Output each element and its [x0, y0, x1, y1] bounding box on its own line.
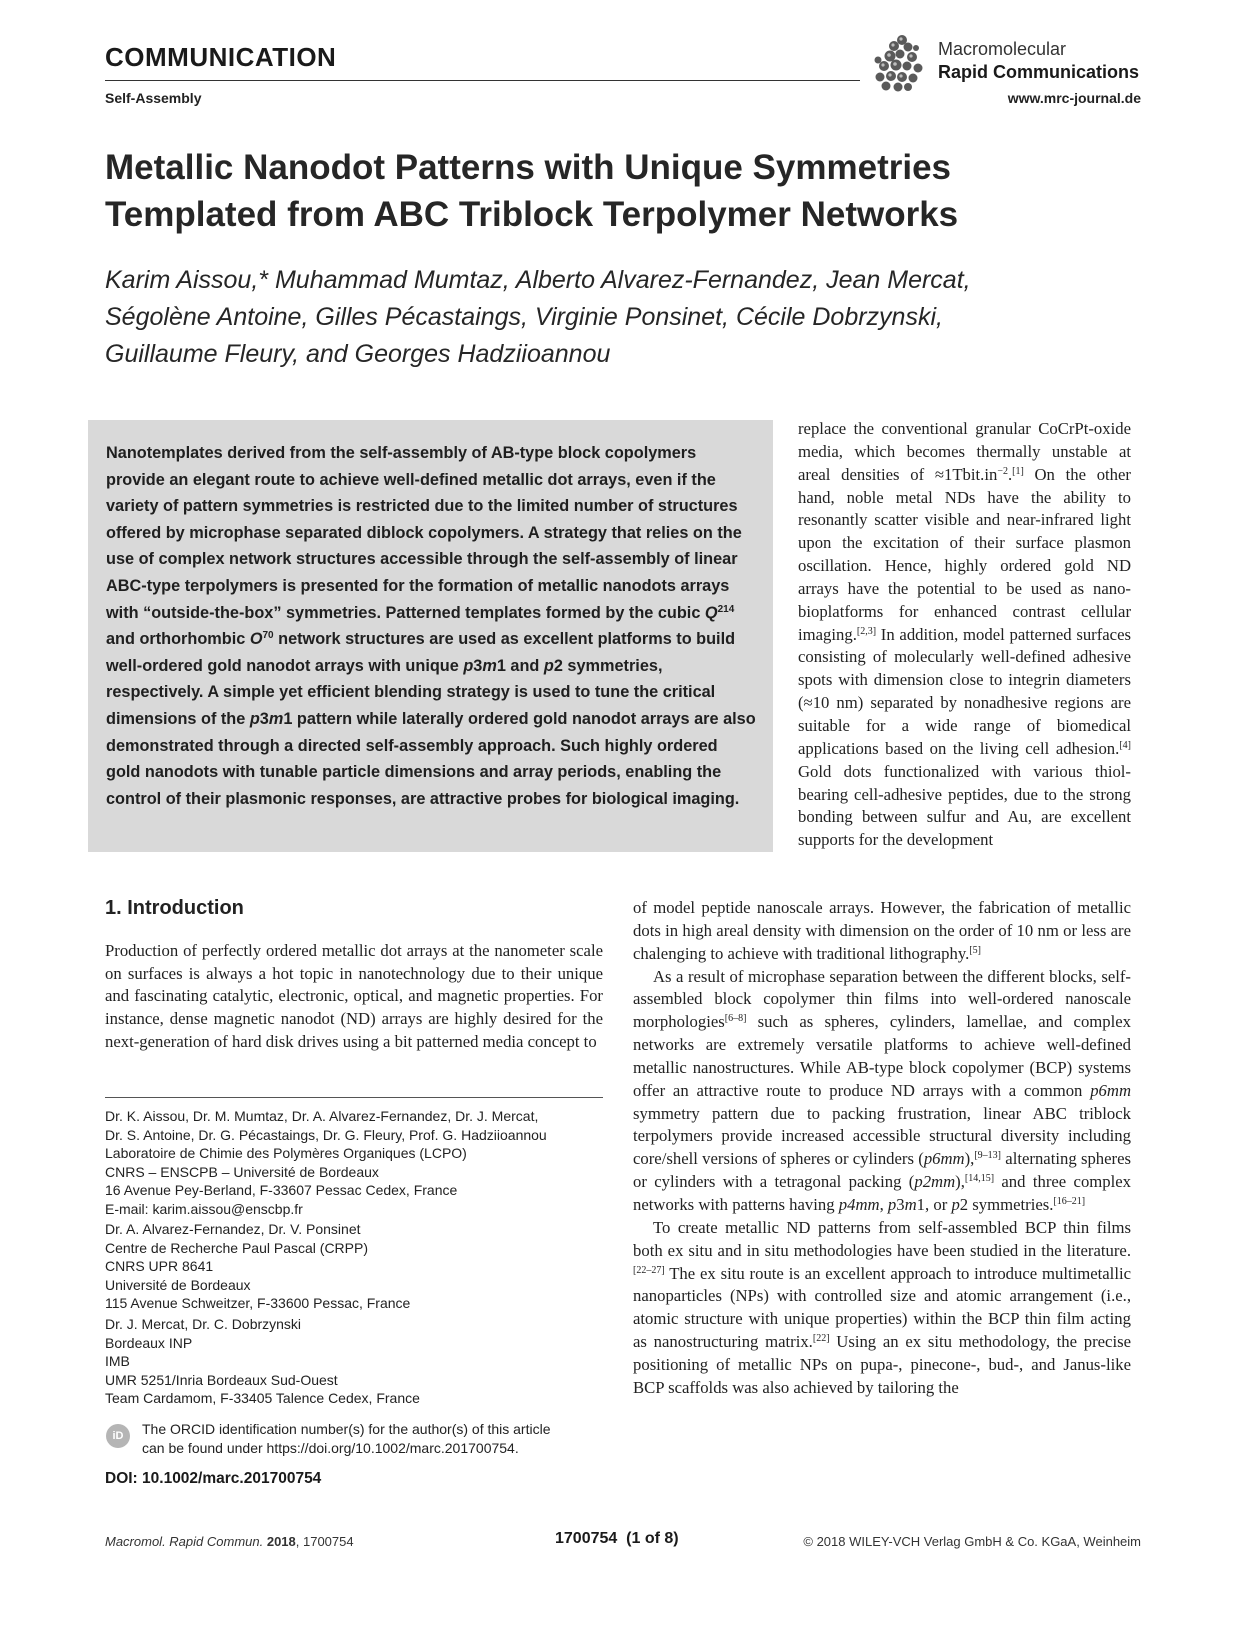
journal-name-line2: Rapid Communications [938, 62, 1140, 82]
affiliation-line: Laboratoire de Chimie des Polymères Organiques (LCPO) [105, 1145, 467, 1161]
authors-line: Guillaume Fleury, and Georges Hadziioannou [105, 340, 611, 368]
abstract-text: Nanotemplates derived from the self-assembly of AB-type block copolymers provide an elegant route to achieve well-defined metallic dot arrays, even if the variety of pattern symmetries is restricted due to the limited number of structures offered by microphase separated diblock copolymers. A strategy that relies on the use of complex network structures accessible through the self-assembly of linear ABC-type terpolymers is presented for the formation of metallic nanodots arrays with “outside-the-box” symmetries. Patterned templates formed by the cubic $Q^{214}$ and orthorhombic $O^{70}$ network structures are used as excellent platforms to build well-ordered gold nanodot arrays with unique p3m1 and p2 symmetries, respectively. A simple yet efficient blending strategy is used to tune the critical dimensions of the p3m1 pattern while laterally ordered gold nanodot arrays are also demonstrated through a directed self-assembly approach. Such highly ordered gold nanodots with tunable particle dimensions and array periods, enabling the control of their plasmonic responses, are attractive probes for biological imaging. [106, 444, 756, 808]
affiliation-line: UMR 5251/Inria Bordeaux Sud-Ouest [105, 1371, 338, 1388]
authors-line: Karim Aissou,* Muhammad Mumtaz, Alberto Alvarez-Fernandez, Jean Mercat, [105, 266, 971, 294]
affiliation-block-lcpo [105, 1107, 625, 1218]
section-heading-introduction: 1. Introduction [105, 897, 244, 919]
paragraph: of model peptide nanoscale arrays. However, the fabrication of metallic dots in high areal density with dimension on the order of 10 nm or less are chalenging to achieve with traditional lithography.[5] [633, 898, 1131, 963]
affiliation-line: Dr. A. Alvarez-Fernandez, Dr. V. Ponsinet [105, 1221, 361, 1237]
citation-link[interactable]: [9–13] [974, 1150, 1002, 1162]
header-rule [105, 80, 860, 81]
title-line: Metallic Nanodot Patterns with Unique Symmetries [105, 148, 951, 187]
footer-copyright: © 2018 WILEY-VCH Verlag GmbH & Co. KGaA, Weinheim [803, 1534, 1141, 1549]
affiliation-line: 16 Avenue Pey-Berland, F-33607 Pessac Cedex, France [105, 1182, 458, 1198]
journal-name [938, 38, 1139, 84]
author-list [105, 262, 1145, 373]
body-text-right-lower [633, 897, 1131, 1400]
orcid-note-line: The ORCID identification number(s) for the author(s) of this article [142, 1421, 551, 1437]
affiliation-block-imb [105, 1315, 625, 1408]
citation-link[interactable]: [1] [1012, 465, 1024, 477]
intro-paragraph: Production of perfectly ordered metallic dot arrays at the nanometer scale on surfaces is always a hot topic in nanotechnology due to their unique and fascinating catalytic, electronic, optical, and magnetic properties. For instance, dense magnetic nanodot (ND) arrays are highly desired for the next-generation of hard disk drives using a bit patterned media concept to [105, 941, 603, 1051]
paragraph: To create metallic ND patterns from self-assembled BCP thin films both ex situ and in situ methodologies have been studied in the literature.[22–27] The ex situ route is an excellent approach to introduce multimetallic nanoparticles (NPs) with controlled size and atomic arrangement (i.e., atomic structure with unique properties) within the BCP thin film acting as nanostructuring matrix.[22] Using an ex situ methodology, the precise positioning of metallic NPs on pupa-, pinecone-, bud-, and Janus-like BCP scaffolds was also achieved by tailoring the [633, 1217, 1131, 1397]
journal-url-link[interactable]: www.mrc-journal.de [1007, 90, 1141, 106]
section-tag: Self-Assembly [105, 90, 202, 106]
affiliation-line: Université de Bordeaux [105, 1276, 251, 1293]
citation-link[interactable]: [5] [969, 944, 981, 956]
page-number: 1700754 (1 of 8) [555, 1530, 679, 1547]
molecule-logo-icon [872, 32, 932, 94]
affiliation-line: Centre de Recherche Paul Pascal (CRPP) [105, 1239, 369, 1256]
citation-link[interactable]: [2,3] [856, 625, 877, 637]
email-link[interactable]: E-mail: karim.aissou@enscbp.fr [105, 1200, 303, 1217]
citation-link[interactable]: [4] [1119, 739, 1131, 751]
orcid-doi-link[interactable]: can be found under https://doi.org/10.1002/marc.201700754. [142, 1439, 519, 1456]
affiliation-line: Dr. J. Mercat, Dr. C. Dobrzynski [105, 1316, 302, 1332]
footer-citation: Macromol. Rapid Commun. 2018, 1700754 [105, 1534, 354, 1549]
citation-link[interactable]: [22] [812, 1333, 830, 1345]
affiliation-line: Team Cardamom, F-33405 Talence Cedex, France [105, 1390, 420, 1406]
affiliation-line: 115 Avenue Schweitzer, F-33600 Pessac, France [105, 1295, 411, 1311]
article-title [105, 144, 1145, 238]
citation-link[interactable]: [14,15] [964, 1173, 995, 1185]
citation-link[interactable]: [16–21] [1053, 1195, 1086, 1207]
orcid-note [142, 1420, 612, 1457]
affiliation-line: CNRS UPR 8641 [105, 1258, 214, 1274]
title-line: Templated from ABC Triblock Terpolymer Networks [105, 195, 959, 234]
journal-name-line1: Macromolecular [938, 39, 1067, 59]
affiliation-line: CNRS – ENSCPB – Université de Bordeaux [105, 1163, 379, 1180]
affiliation-block-crpp [105, 1220, 625, 1313]
authors-line: Ségolène Antoine, Gilles Pécastaings, Virginie Ponsinet, Cécile Dobrzynski, [105, 303, 943, 331]
article-type-kicker: COMMUNICATION [105, 42, 337, 72]
citation-link[interactable]: [6–8] [724, 1013, 747, 1025]
orcid-icon: iD [106, 1424, 130, 1448]
affiliation-line: Dr. K. Aissou, Dr. M. Mumtaz, Dr. A. Alvarez-Fernandez, Dr. J. Mercat, [105, 1108, 539, 1124]
body-text-right-upper: replace the conventional granular CoCrPt-oxide media, which becomes thermally unstable at areal densities of $\approx 1Tbit.in^{-2}.[1]$ On the other hand, noble metal NDs have the ability to resonantly scatter visible and near-infrared light upon the excitation of their surface plasmon oscillation. Hence, highly ordered gold ND arrays have the potential to be used as nano-bioplatforms for enhanced contrast cellular imaging.[2,3] In addition, model patterned surfaces consisting of molecularly well-defined adhesive spots with dimension close to integrin diameters (≈10 nm) separated by nonadhesive regions are suitable for a wide range of biomedical applications based on the living cell adhesion.[4] Gold dots functionalized with various thiol-bearing cell-adhesive peptides, due to the strong bonding between sulfur and Au, are excellent supports for the development [798, 419, 1131, 850]
affiliation-divider [105, 1097, 603, 1098]
affiliation-line: Dr. S. Antoine, Dr. G. Pécastaings, Dr. G. Fleury, Prof. G. Hadziioannou [105, 1126, 547, 1143]
citation-link[interactable]: [22–27] [633, 1264, 665, 1276]
affiliation-line: IMB [105, 1353, 130, 1369]
doi-label: DOI: 10.1002/marc.201700754 [105, 1470, 322, 1487]
affiliation-line: Bordeaux INP [105, 1334, 193, 1351]
paragraph: As a result of microphase separation between the different blocks, self-assembled block copolymer thin films into well-ordered nanoscale morphologies[6–8] such as spheres, cylinders, lamellae, and complex networks are extremely versatile platforms to achieve well-defined metallic nanostructures. While AB-type block copolymer (BCP) systems offer an attractive route to produce ND arrays with a common p6mm symmetry pattern due to packing frustration, linear ABC triblock terpolymers provide increased accessible structural diversity including core/shell versions of spheres or cylinders (p6mm),[9–13] alternating spheres or cylinders with a tetragonal packing (p2mm),[14,15] and three complex networks with patterns having p4mm, p3m1, or p2 symmetries.[16–21] [633, 966, 1131, 1214]
